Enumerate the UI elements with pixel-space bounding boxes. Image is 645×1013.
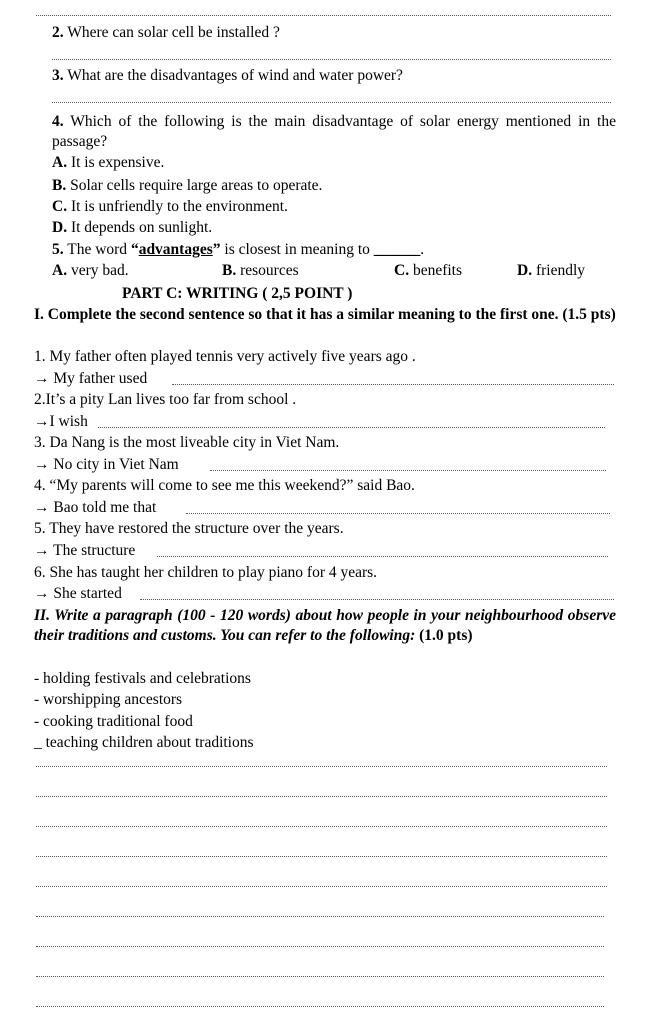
item-6-answer[interactable] [34,585,122,603]
section-1-heading [34,305,616,325]
question-4 [52,112,616,152]
question-number: 5. [52,241,64,258]
item-1-answer-line[interactable] [172,383,614,385]
q4-option-c[interactable] [52,198,288,216]
option-letter: C. [394,262,410,279]
answer-stem: → Bao told me that [34,499,157,516]
q5-option-a[interactable] [52,262,129,280]
question-2 [52,24,280,42]
item-3-answer-line[interactable] [210,469,606,471]
hint-item: - holding festivals and celebrations [34,670,251,687]
question-number: 2. [52,24,64,41]
q5-option-c[interactable] [394,262,462,280]
question-text: The word [67,241,131,258]
q5-option-b[interactable] [222,262,299,280]
answer-blank[interactable]: ______ [373,241,421,258]
item-4-answer[interactable] [34,499,156,517]
item-1-prompt: 1. My father often played tennis very actively five years ago . [34,348,416,365]
quote-mark: “ [130,241,139,258]
keyword: advantages [138,241,213,258]
hint-item: _ teaching children about traditions [34,734,254,751]
item-2-answer[interactable] [34,413,88,431]
question-text: What are the disadvantages of wind and water power? [67,67,403,84]
writing-line[interactable] [36,795,607,797]
part-c-title: PART C: WRITING ( 2,5 POINT ) [122,285,353,302]
option-letter: A. [52,154,68,171]
item-2-answer-line[interactable] [98,426,605,428]
section-1-heading-text: I. Complete the second sentence so that it has a similar meaning to the first one. (1.5 pts) [34,306,616,323]
answer-stem: →I wish [34,413,88,430]
question-text: Where can solar cell be installed ? [67,24,280,41]
writing-line[interactable] [36,1005,604,1007]
writing-line[interactable] [36,945,604,947]
option-letter: A. [52,262,68,279]
item-6-answer-line[interactable] [140,598,614,600]
writing-line[interactable] [36,765,607,767]
section-2-heading-text: II. Write a paragraph (100 - 120 words) about how people in your neighbourhood observe their traditions and customs. You can refer to the following: [34,607,616,644]
q4-option-d[interactable] [52,219,212,237]
question-number: 4. [52,113,64,130]
option-letter: D. [52,219,68,236]
answer-line-q2[interactable] [52,58,611,60]
section-2-points: (1.0 pts) [415,627,473,644]
item-3-prompt: 3. Da Nang is the most liveable city in Viet Nam. [34,434,340,451]
answer-line-q1[interactable] [36,14,611,16]
item-4-answer-line[interactable] [186,512,610,514]
option-text: benefits [412,262,463,279]
option-text: It is unfriendly to the environment. [70,198,288,215]
option-text: It depends on sunlight. [70,219,213,236]
answer-stem: → The structure [34,542,136,559]
question-3 [52,67,403,85]
item-2-prompt: 2.It’s a pity Lan lives too far from school . [34,391,297,408]
question-text: is closest in meaning to [220,241,374,258]
answer-line-q3[interactable] [52,101,611,103]
item-6-prompt: 6. She has taught her children to play piano for 4 years. [34,564,378,581]
hint-item: - worshipping ancestors [34,691,183,708]
option-text: It is expensive. [70,154,165,171]
question-number: 3. [52,67,64,84]
answer-stem: → She started [34,585,122,602]
item-3-answer[interactable] [34,456,179,474]
section-2-heading [34,606,616,646]
writing-line[interactable] [36,975,604,977]
q4-option-a[interactable] [52,154,164,172]
writing-line[interactable] [36,825,607,827]
quote-mark: ” [212,241,221,258]
item-5-prompt: 5. They have restored the structure over the years. [34,520,344,537]
option-letter: B. [222,262,237,279]
writing-line[interactable] [36,915,604,917]
option-text: Solar cells require large areas to operate. [70,177,323,194]
q4-option-b[interactable] [52,177,322,195]
question-text: . [420,241,425,258]
item-4-prompt: 4. “My parents will come to see me this weekend?” said Bao. [34,477,415,494]
option-text: very bad. [70,262,129,279]
option-letter: D. [517,262,533,279]
option-text: resources [240,262,299,279]
writing-line[interactable] [36,885,607,887]
answer-stem: → My father used [34,370,148,387]
hint-item: - cooking traditional food [34,713,193,730]
item-5-answer-line[interactable] [157,555,608,557]
question-5 [52,241,424,259]
option-letter: B. [52,177,67,194]
item-5-answer[interactable] [34,542,135,560]
q5-option-d[interactable] [517,262,585,280]
option-letter: C. [52,198,68,215]
question-text: Which of the following is the main disadvantage of solar energy mentioned in the passage? [52,113,616,150]
answer-stem: → No city in Viet Nam [34,456,179,473]
writing-line[interactable] [36,855,607,857]
option-text: friendly [535,262,586,279]
item-1-answer[interactable] [34,370,147,388]
